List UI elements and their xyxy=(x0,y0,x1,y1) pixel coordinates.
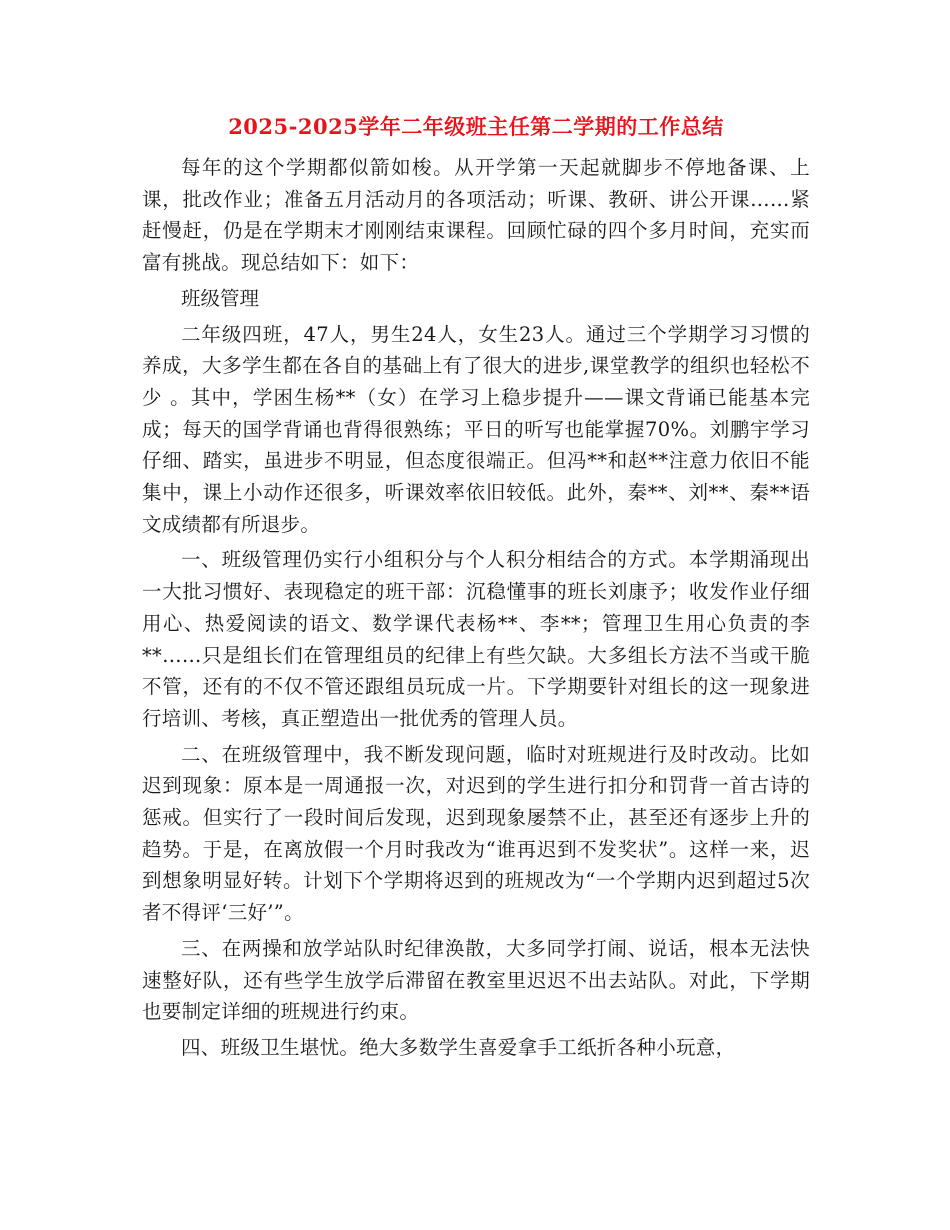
paragraph-point-one: 一、班级管理仍实行小组积分与个人积分相结合的方式。本学期涌现出一大批习惯好、表现稳定的班干部：沉稳懂事的班长刘康予；收发作业仔细用心、热爱阅读的语文、数学课代表杨**、李**；管理卫生用心负责的李**……只是组长们在管理组员的纪律上有些欠缺。大多组长方法不当或干脆不管，还有的不仅不管还跟组员玩成一片。下学期要针对组长的这一现象进行培训、考核，真正塑造出一批优秀的管理人员。 xyxy=(142,548,810,730)
paragraph-point-four: 四、班级卫生堪忧。绝大多数学生喜爱拿手工纸折各种小玩意， xyxy=(181,1035,736,1059)
section-heading-class-management: 班级管理 xyxy=(181,286,260,310)
paragraph-intro: 每年的这个学期都似箭如梭。从开学第一天起就脚步不停地备课、上课，批改作业；准备五月活动月的各项活动；听课、教研、讲公开课……紧赶慢赶，仍是在学期末才刚刚结束课程。回顾忙碌的四个多月时间，充实而富有挑战。现总结如下：如下： xyxy=(142,156,810,275)
document-page xyxy=(142,112,810,1068)
paragraph-class-overview: 二年级四班，47人，男生24人，女生23人。通过三个学期学习习惯的养成，大多学生都在各自的基础上有了很大的进步,课堂教学的组织也轻松不少 。其中，学困生杨**（女）在学习上稳步提升——课文背诵已能基本完成；每天的国学背诵也背得很熟练；平日的听写也能掌握70%。刘鹏宇学习仔细、踏实，虽进步不明显，但态度很端正。但冯**和赵**注意力依旧不能集中，课上小动作还很多，听课效率依旧较低。此外，秦**、刘**、秦**语文成绩都有所退步。 xyxy=(142,322,810,536)
paragraph-point-three: 三、在两操和放学站队时纪律涣散，大多同学打闹、说话，根本无法快速整好队，还有些学生放学后滞留在教室里迟迟不出去站队。对此，下学期也要制定详细的班规进行约束。 xyxy=(142,936,810,1024)
paragraph-point-two: 二、在班级管理中，我不断发现问题，临时对班规进行及时改动。比如迟到现象：原本是一周通报一次，对迟到的学生进行扣分和罚背一首古诗的惩戒。但实行了一段时间后发现，迟到现象屡禁不止，甚至还有逐步上升的趋势。于是，在离放假一个月时我改为“谁再迟到不发奖状”。这样一来，迟到想象明显好转。计划下个学期将迟到的班规改为“一个学期内迟到超过5次者不得评‘三好’”。 xyxy=(142,742,810,925)
document-title: 2025-2025学年二年级班主任第二学期的工作总结 xyxy=(228,114,724,139)
